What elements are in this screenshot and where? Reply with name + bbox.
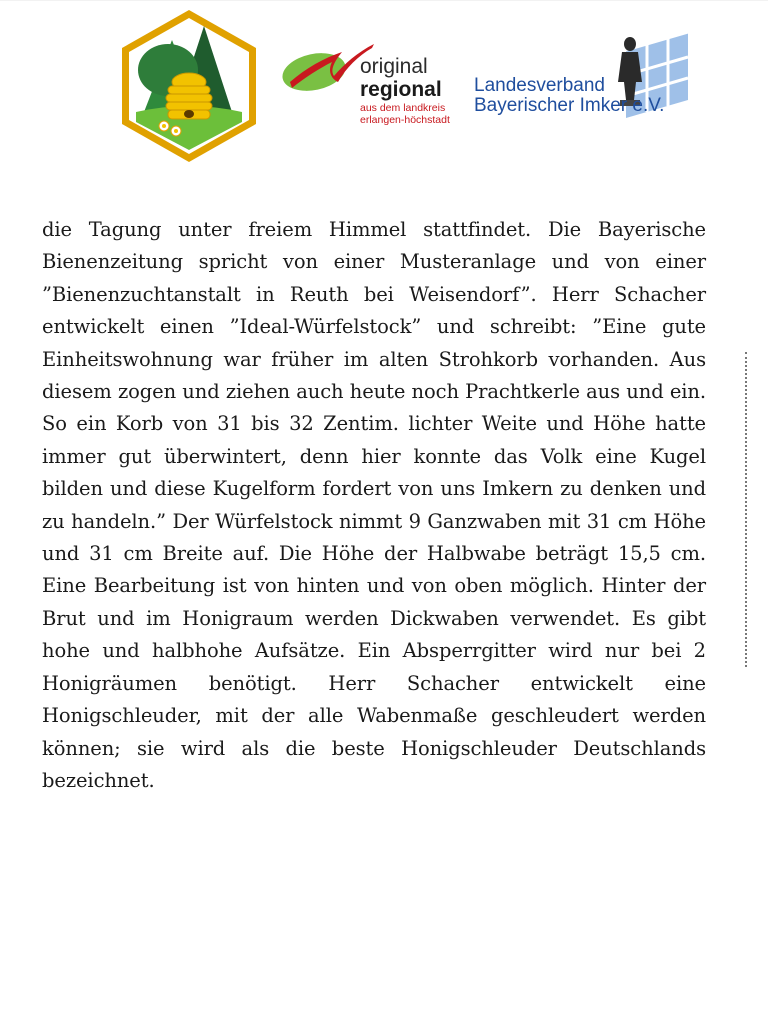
logo-text-regional: regional [360, 78, 442, 101]
logo-header [0, 0, 768, 170]
original-regional-logo [280, 38, 460, 148]
logo-text-original: original [360, 55, 428, 78]
logo-text-erlangen: erlangen-höchstadt [360, 113, 450, 126]
logo-text-bayerischer-imker: Bayerischer Imker e.V. [474, 94, 665, 116]
lvbi-logo [470, 30, 700, 130]
logo-text-landesverband: Landesverband [474, 75, 605, 96]
article-paragraph: die Tagung unter freiem Himmel stattfindet. Die Bayerische Bienenzeitung spricht von einer Musteranlage und von einer ”Bienenzuchtanstalt in Reuth bei Weisendorf”. Herr Schacher entwickelt einen ”Ideal-Würfelstock” und schreibt: ”Eine gute Einheitswohnung war früher im alten Strohkorb vorhanden. Aus diesem zogen und ziehen auch heute noch Prachtkerle aus und ein. So ein Korb von 31 bis 32 Zentim. lichter Weite und Höhe hatte immer gut überwintert, denn hier konnte das Volk eine Kugel bilden und diese Kugelform fordert von uns Imkern zu denken und zu handeln.” Der Würfelstock nimmt 9 Ganzwaben mit 31 cm Höhe und 31 cm Breite auf. Die Höhe der Halbwabe beträgt 15,5 cm. Eine Bearbeitung ist von hinten und von oben möglich. Hinter der Brut und im Honigraum werden Dickwaben verwendet. Es gibt hohe und halbhohe Aufsätze. Ein Absperrgitter wird nur bei 2 Honigräumen benötigt. Herr Schacher entwickelt eine Honigschleuder, mit der alle Wabenmaße geschleudert werden können; sie wird als die beste Honigschleuder Deutschlands bezeichnet. [42, 218, 706, 792]
beehive-logo [110, 0, 268, 168]
beehive-logo-icon [110, 0, 268, 168]
logo-text-landkreis: aus dem landkreis [360, 102, 446, 114]
margin-dotted-rule [745, 352, 747, 667]
